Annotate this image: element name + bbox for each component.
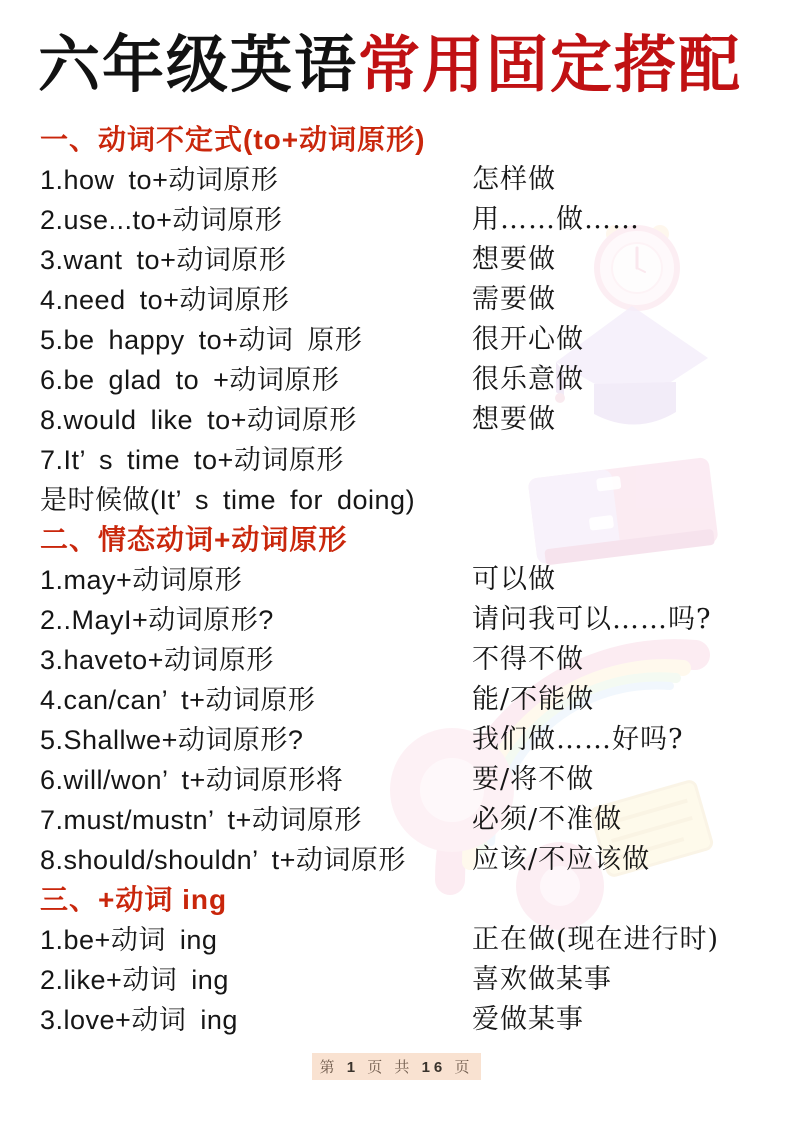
section-heading: 一、动词不定式(to+动词原形) [40,124,426,155]
footer-total-pages: 16 [421,1059,447,1076]
entry-row [40,840,758,880]
pattern-text: 1.be+动词 ing [40,925,218,955]
entry-row [40,480,758,520]
footer-label-page: 第 [319,1059,339,1076]
title-red-part: 常用固定搭配 [358,28,743,101]
page-number-badge [312,1053,482,1080]
meaning-text: 想要做 [472,244,556,275]
entry-row [40,320,758,360]
entry-row [40,760,758,800]
footer-current-page: 1 [346,1059,360,1076]
meaning-text: 很开心做 [472,324,584,355]
meaning-text: 能/不能做 [472,684,595,715]
meaning-text: 可以做 [472,564,556,595]
footer-label-of: 页 共 [367,1059,414,1076]
pattern-text: 2.use...to+动词原形 [40,205,283,235]
meaning-text: 要/将不做 [472,764,595,795]
entry-row [40,1000,758,1040]
section-heading: 三、+动词 ing [40,884,228,915]
pattern-text: 8.should/shouldn’ t+动词原形 [40,845,406,875]
pattern-text: 5.be happy to+动词 原形 [40,325,363,355]
pattern-text: 1.may+动词原形 [40,565,243,595]
meaning-text: 想要做 [472,404,556,435]
entry-row [40,680,758,720]
section-heading: 二、情态动词+动词原形 [40,524,348,555]
title-black-part: 六年级英语 [38,28,359,101]
entry-row [40,600,758,640]
page-footer [0,1053,793,1080]
entry-row [40,160,758,200]
meaning-text: 很乐意做 [472,364,584,395]
entry-row [40,240,758,280]
meaning-text: 需要做 [472,284,556,315]
pattern-text: 3.want to+动词原形 [40,245,287,275]
entry-row [40,440,758,480]
entry-row [40,400,758,440]
footer-label-pages: 页 [454,1059,474,1076]
entry-row [40,800,758,840]
pattern-text: 2.like+动词 ing [40,965,229,995]
pattern-text: 3.love+动词 ing [40,1005,238,1035]
entry-row [40,200,758,240]
entry-row [40,920,758,960]
entry-row [40,960,758,1000]
pattern-text: 6.will/won’ t+动词原形将 [40,765,344,795]
entry-row [40,360,758,400]
pattern-text: 4.can/can’ t+动词原形 [40,685,316,715]
meaning-text: 应该/不应该做 [472,844,651,875]
meaning-text: 不得不做 [472,644,584,675]
entry-row [40,560,758,600]
meaning-text [472,480,758,520]
pattern-text: 7.It’ s time to+动词原形 [40,445,344,475]
meaning-text: 喜欢做某事 [472,964,612,995]
meaning-text [472,440,758,480]
pattern-text: 4.need to+动词原形 [40,285,290,315]
meaning-text: 用……做…… [472,204,640,235]
sections-container [40,120,758,1040]
entry-row [40,280,758,320]
meaning-text: 必须/不准做 [472,804,623,835]
pattern-text: 6.be glad to +动词原形 [40,365,340,395]
meaning-text: 正在做(现在进行时) [472,924,720,955]
entry-row [40,720,758,760]
page-title [38,26,758,104]
pattern-text: 2..MayI+动词原形? [40,605,274,635]
pattern-text: 是时候做(It’ s time for doing) [40,485,416,515]
pattern-text: 7.must/mustn’ t+动词原形 [40,805,362,835]
entry-row [40,640,758,680]
pattern-text: 1.how to+动词原形 [40,165,279,195]
pattern-text: 8.would like to+动词原形 [40,405,357,435]
pattern-text: 5.Shallwe+动词原形? [40,725,304,755]
meaning-text: 爱做某事 [472,1004,584,1035]
meaning-text: 请问我可以……吗? [472,604,712,635]
pattern-text: 3.haveto+动词原形 [40,645,274,675]
meaning-text: 怎样做 [472,164,556,195]
meaning-text: 我们做……好吗? [472,724,684,755]
